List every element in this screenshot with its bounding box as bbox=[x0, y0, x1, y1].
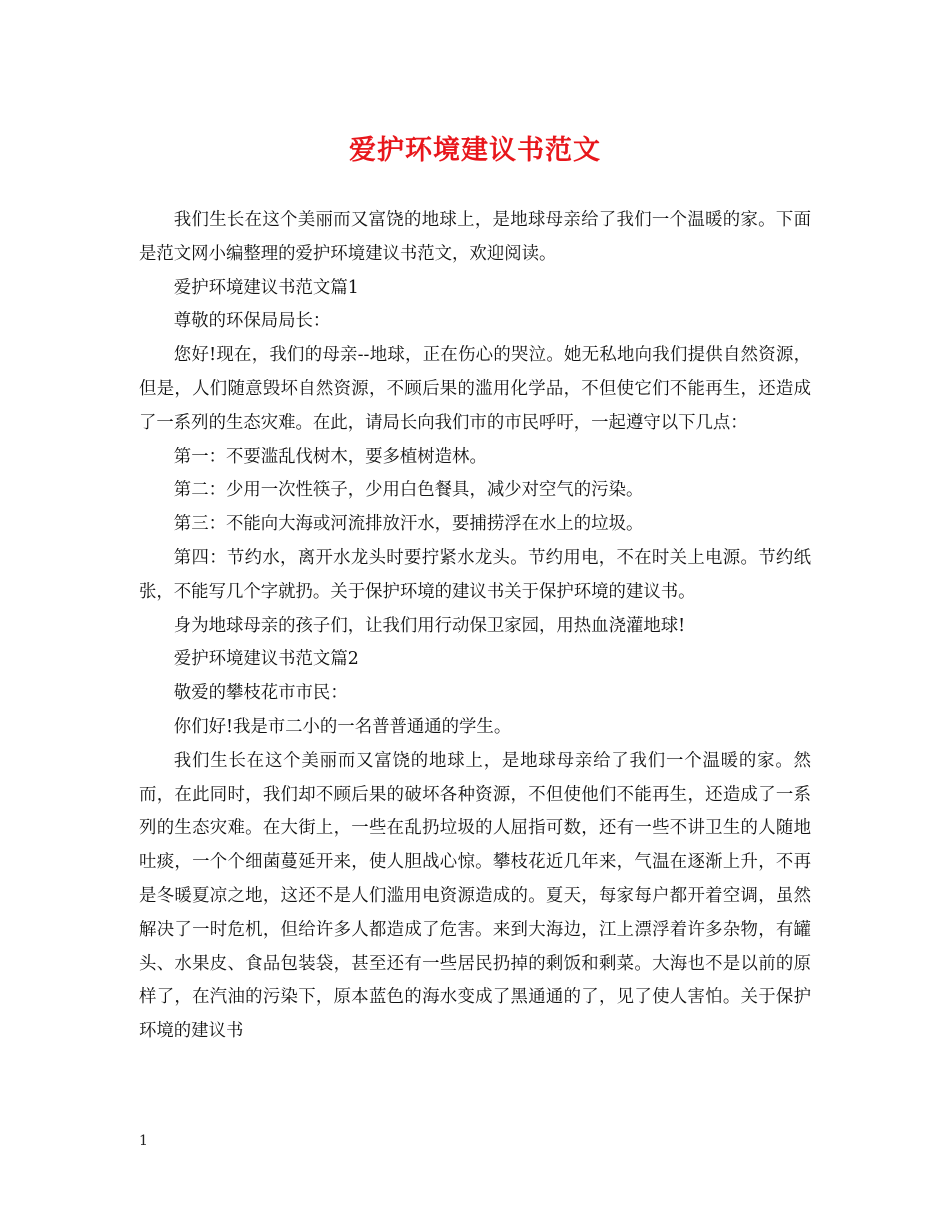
document-body bbox=[139, 204, 811, 1049]
section-heading-2: 爱护环境建议书范文篇2 bbox=[173, 649, 359, 670]
greeting-paragraph: 你们好!我是市二小的一名普普通通的学生。 bbox=[173, 716, 512, 737]
list-item-1: 第一：不要滥乱伐树木，要多植树造林。 bbox=[173, 446, 487, 467]
list-item-4: 第四：节约水，离开水龙头时要拧紧水龙头。节约用电，不在时关上电源。节约纸张，不能写几个字就扔。关于保护环境的建议书关于保护环境的建议书。 bbox=[139, 547, 811, 602]
list-item-3: 第三：不能向大海或河流排放汗水，要捕捞浮在水上的垃圾。 bbox=[173, 514, 644, 535]
salutation-1: 尊敬的环保局局长： bbox=[173, 311, 331, 332]
salutation-2: 敬爱的攀枝花市市民： bbox=[173, 683, 348, 704]
body-paragraph: 您好!现在，我们的母亲--地球，正在伤心的哭泣。她无私地向我们提供自然资源，但是，人们随意毁坏自然资源，不顾后果的滥用化学品，不但使它们不能再生，还造成了一系列的生态灾难。在此，请局长向我们市的市民呼吁，一起遵守以下几点： bbox=[139, 345, 811, 433]
page-number: 1 bbox=[139, 1133, 148, 1149]
closing-paragraph: 身为地球母亲的孩子们，让我们用行动保卫家园，用热血浇灌地球! bbox=[173, 615, 686, 636]
section-heading-1: 爱护环境建议书范文篇1 bbox=[173, 277, 359, 298]
document-title: 爱护环境建议书范文 bbox=[349, 135, 601, 166]
list-item-2: 第二：少用一次性筷子，少用白色餐具，减少对空气的污染。 bbox=[173, 480, 644, 501]
body-paragraph-long: 我们生长在这个美丽而又富饶的地球上，是地球母亲给了我们一个温暖的家。然而，在此同时，我们却不顾后果的破坏各种资源，不但使他们不能再生，还造成了一系列的生态灾难。在大街上，一些在乱扔垃圾的人屈指可数，还有一些不讲卫生的人随地吐痰，一个个细菌蔓延开来，使人胆战心惊。攀枝花近几年来，气温在逐渐上升，不再是冬暖夏凉之地，这还不是人们滥用电资源造成的。夏天，每家每户都开着空调，虽然解决了一时危机，但给许多人都造成了危害。来到大海边，江上漂浮着许多杂物，有罐头、水果皮、食品包装袋，甚至还有一些居民扔掉的剩饭和剩菜。大海也不是以前的原样了，在汽油的污染下，原本蓝色的海水变成了黑通通的了，见了使人害怕。关于保护环境的建议书 bbox=[139, 750, 811, 1042]
intro-paragraph: 我们生长在这个美丽而又富饶的地球上，是地球母亲给了我们一个温暖的家。下面是范文网小编整理的爱护环境建议书范文，欢迎阅读。 bbox=[139, 210, 811, 264]
